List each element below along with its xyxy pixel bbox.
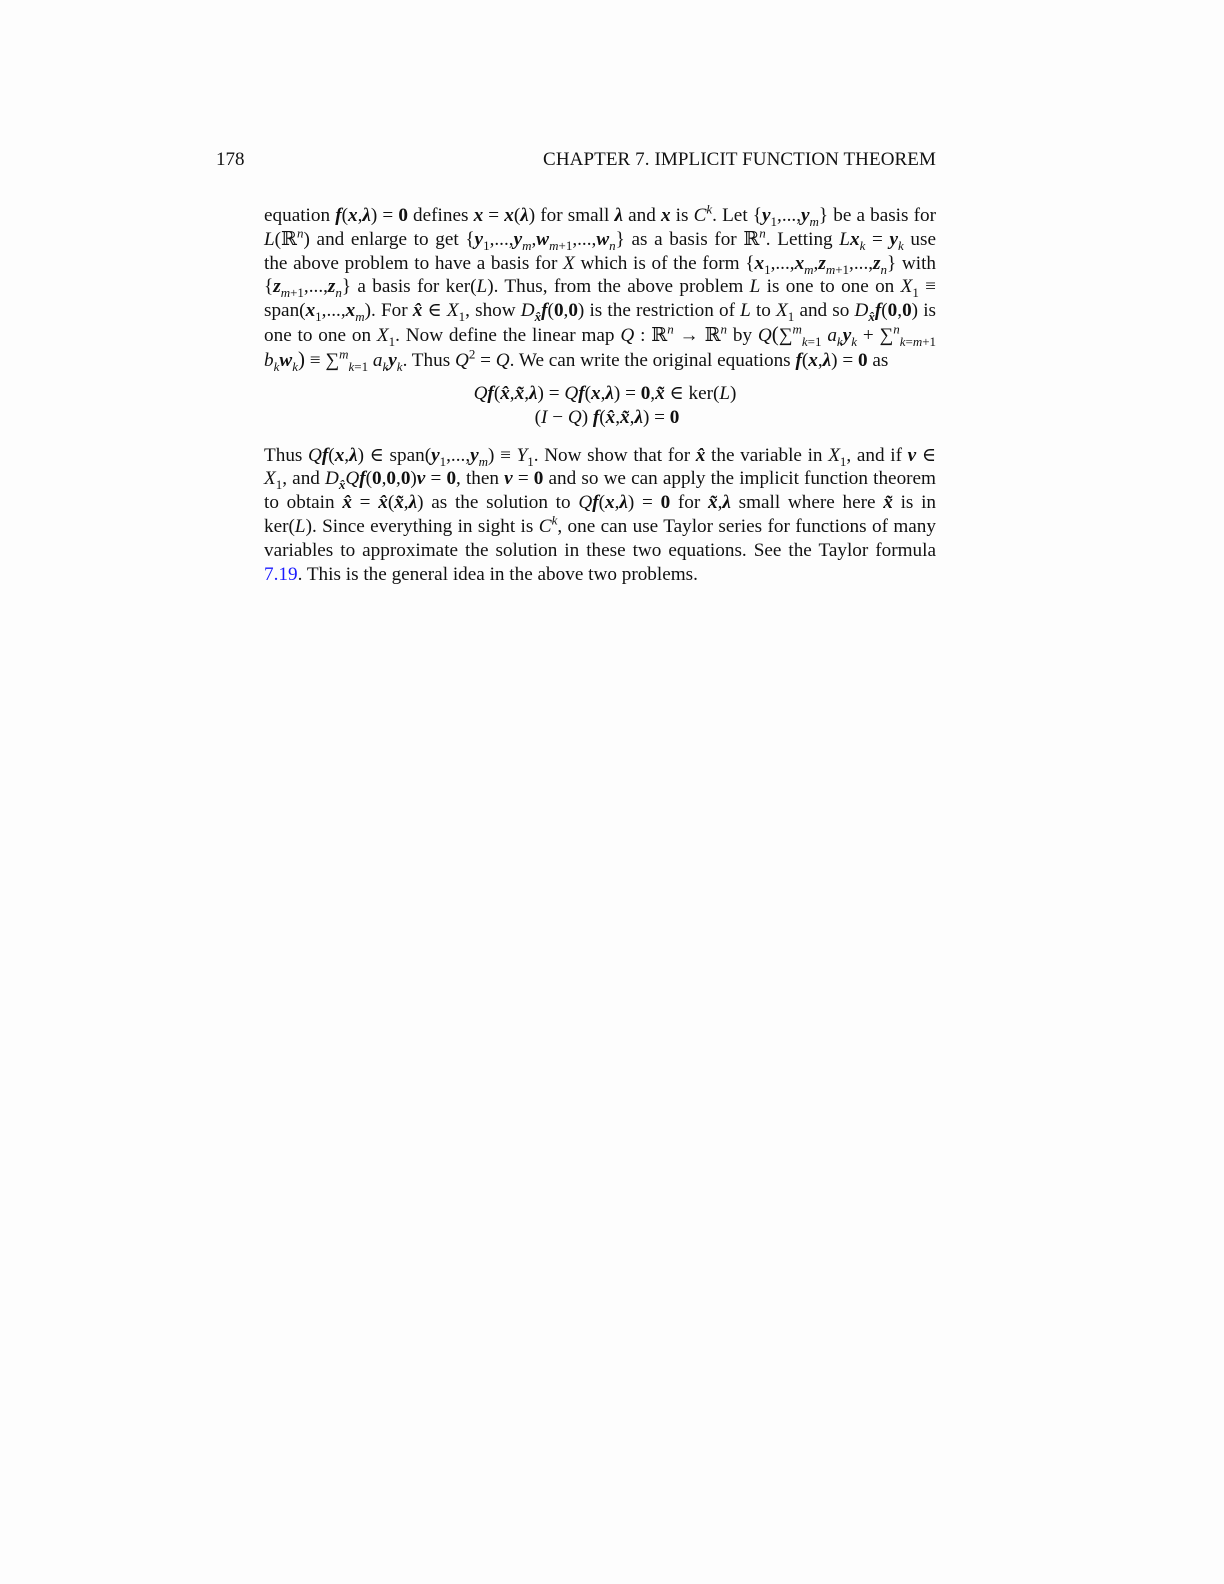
equation-block [264, 382, 936, 430]
equation-line-1: Qf(x̂,x̃,λ) = Qf(x,λ) = 0,x̃ ∈ ker(L) [473, 382, 737, 404]
equation-line-2: (I − Q) f(x̂,x̃,λ) = 0 [534, 406, 680, 428]
running-head: CHAPTER 7. IMPLICIT FUNCTION THEOREM [543, 149, 936, 170]
page-number: 178 [216, 149, 245, 170]
page-content [264, 201, 937, 586]
paragraph-1: equation f(x,λ) = 0 defines x = x(λ) for small λ and x is $C^k$. Let $\{y_1,...,y_m\}$ be a basis for L(ℝ$^n$) and enlarge to get $\{y_1,...,y_m,w_{m+1},...,w_n\}$ as a basis for ℝ$^n$. Letting $Lx_k = y_k$ use the above problem to have a basis for X which is of the form $\{x_1,...,x_m,z_{m+1},...,z_n\}$ with $\{z_{m+1},...,z_n\}$ a basis for ker(L). Thus, from the above problem L is one to one on $X_1$ ≡ $span(x_1,...,x_m)$. For x̂ ∈ $X_1$, show $D_{x̂}f(0,0)$ is the restriction of L to $X_1$ and so $D_{x̂}f(0,0)$ is one to one on $X_1$. Now define the linear map Q : ℝ$^n$ → ℝ$^n$ by Q(∑$^m_{k=1}$ $a_ky_k + \sum^n_{k=m+1}$ $b_kw_k) \equiv \sum^m_{k=1}$ $a_ky_k$. Thus $Q^2 = Q$. We can write the original equations f(x,λ) = 0 as [264, 201, 937, 374]
paragraph-2: Thus Qf(x,λ) ∈ $span(y_1,...,y_m) \equiv Y_1$. Now show that for x̂ the variable in $X_1$, and if v ∈ $X_1$, and $D_{x̂}Qf(0,0,0)v = 0$, then v = 0 and so we can apply the implicit function theorem to obtain x̂ = x̂(x̃,λ) as the solution to Qf(x,λ) = 0 for x̃,λ small where here x̃ is in ker(L). Since everything in sight is $C^k$, one can use Taylor series for functions of many variables to approximate the solution in these two equations. See the Taylor formula 7.19. This is the general idea in the above two problems. [264, 444, 937, 585]
taylor-formula-reference-link[interactable]: 7.19 [264, 563, 298, 585]
